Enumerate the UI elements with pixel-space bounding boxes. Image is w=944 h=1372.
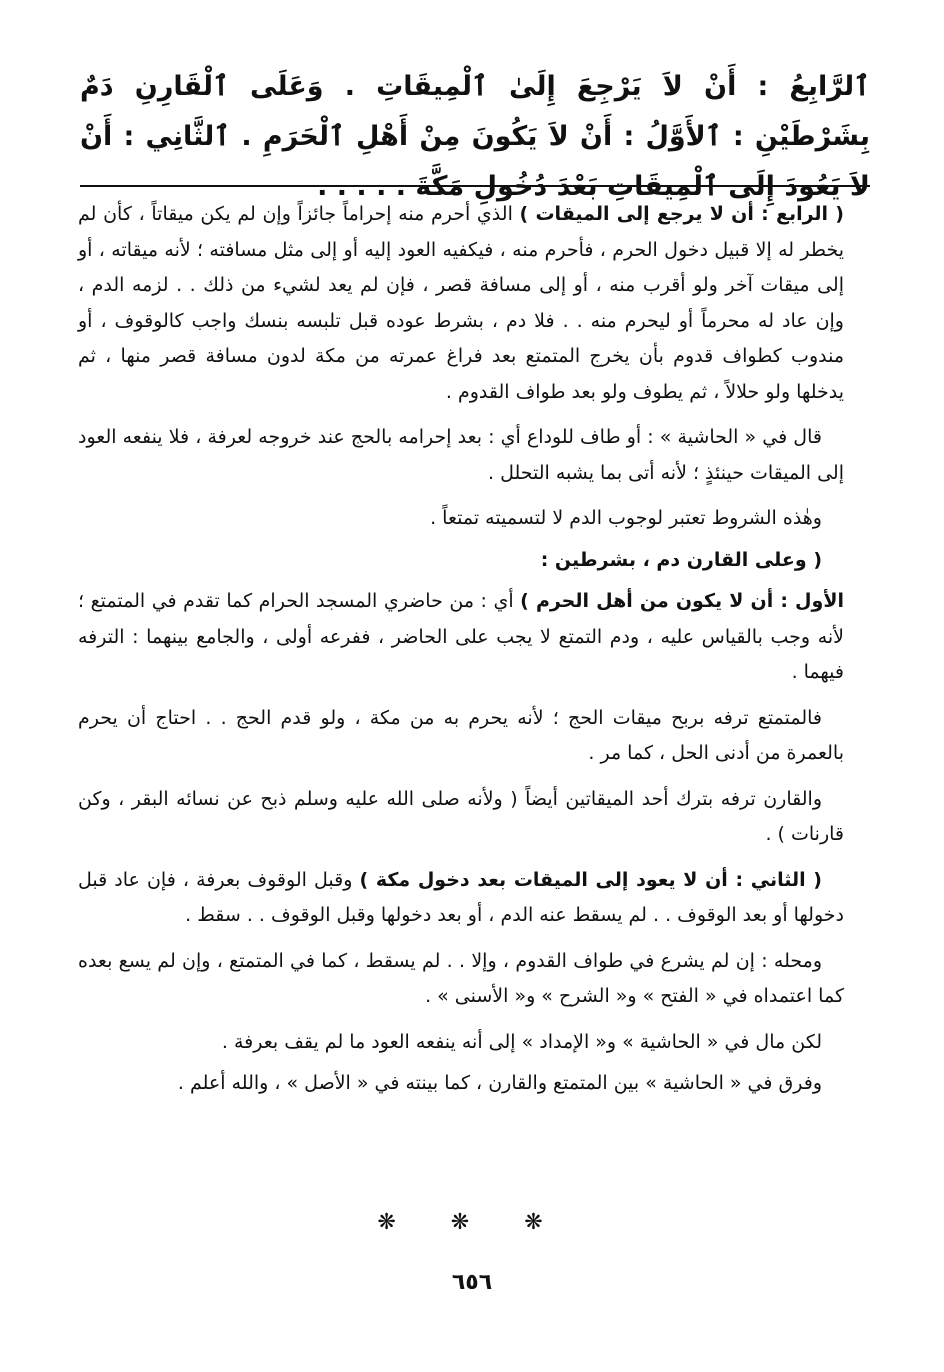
- commentary-paragraph: [78, 863, 844, 934]
- commentary-text: الذي أحرم منه إحراماً جائزاً وإن لم يكن ميقاتاً ، كأن لم يخطر له إلا قبيل دخول الحرم ، فأحرم منه ، فيكفيه العود إليه أو إلى مثل مسافته ؛ لأنه ميقاته ، أو إلى ميقات آخر ولو أقرب منه ، أو إلى مسافة قصر ، فإن لم يعد لشيء من ذلك . . لزمه الدم ، وإن عاد له محرماً أو ليحرم منه . . فلا دم ، بشرط عوده قبل تلبسه بنسك واجب كالوقوف ، أو مندوب كطواف قدوم بأن يخرج المتمتع بعد فراغ عمرته من مكة لدون مسافة قصر منها ، ثم يدخلها ولو حلالاً ، ثم يطوف ولو بعد طواف القدوم .: [78, 203, 844, 403]
- commentary-quote: ( الثاني : أن لا يعود إلى الميقات بعد دخول مكة ): [359, 868, 822, 891]
- commentary-quote: الأول : أن لا يكون من أهل الحرم ): [520, 590, 844, 612]
- commentary-paragraph: وفرق في « الحاشية » بين المتمتع والقارن ، كما بينته في « الأصل » ، والله أعلم .: [177, 1072, 822, 1094]
- commentary-paragraph: وهٰذه الشروط تعتبر لوجوب الدم لا لتسميته تمتعاً .: [430, 507, 822, 529]
- commentary-text: وقبل الوقوف بعرفة ، فإن عاد قبل دخولها أو بعد الوقوف . . لم يسقط عنه الدم ، أو بعد دخولها وقبل الوقوف . . سقط .: [78, 868, 844, 926]
- matn-text-second: : أَنْ لاَ يَعُودَ إِلَى ٱلْمِيقَاتِ بَعْدَ دُخُولِ مَكَّةَ . . . . .: [80, 121, 870, 202]
- commentary-paragraph: والقارن ترفه بترك أحد الميقاتين أيضاً ( ولأنه صلى الله عليه وسلم ذبح عن نسائه البقر ، وكن قارنات ) .: [78, 787, 844, 845]
- commentary: [78, 197, 844, 1112]
- commentary-quote: ( وعلى القارن دم ، بشرطين :: [540, 548, 822, 571]
- commentary-paragraph: [78, 197, 844, 410]
- section-separator: ❋ ❋ ❋: [377, 1210, 567, 1235]
- divider-rule: [80, 185, 870, 187]
- matn-heading-second: ٱلثَّانِي: [145, 121, 231, 152]
- matn-heading-first: ٱلأَوَّلُ: [645, 121, 722, 152]
- main-text: [80, 62, 870, 212]
- commentary-quote: ( الرابع : أن لا يرجع إلى الميقات ): [519, 203, 844, 225]
- matn-text-first: : أَنْ لاَ يَكُونَ مِنْ أَهْلِ ٱلْحَرَمِ .: [230, 121, 646, 152]
- matn-text-fourth: : أَنْ لاَ يَرْجِعَ إِلَىٰ ٱلْمِيقَاتِ . وَعَلَى ٱلْقَارِنِ دَمٌ بِشَرْطَيْنِ :: [80, 71, 871, 152]
- commentary-paragraph: قال في « الحاشية » : أو طاف للوداع أي : بعد إحرامه بالحج عند خروجه لعرفة ، فلا ينفعه العود إلى الميقات حينئذٍ ؛ لأنه أتى بما يشبه التحلل .: [78, 426, 844, 484]
- commentary-paragraph: لكن مال في « الحاشية » و« الإمداد » إلى أنه ينفعه العود ما لم يقف بعرفة .: [221, 1030, 822, 1053]
- commentary-paragraph: فالمتمتع ترفه بربح ميقات الحج ؛ لأنه يحرم به من مكة ، ولو قدم الحج . . احتاج أن يحرم بالعمرة من أدنى الحل ، كما مر .: [78, 706, 844, 764]
- commentary-text: أي : من حاضري المسجد الحرام كما تقدم في المتمتع ؛ لأنه وجب بالقياس عليه ، ودم التمتع لا يجب على الحاضر ، ففرعه أولى ، والجامع بينهما : الترفه فيهما .: [78, 590, 844, 683]
- commentary-paragraph: [78, 543, 844, 579]
- commentary-paragraph: [78, 584, 844, 691]
- matn-heading-fourth: ٱلرَّابِعُ: [789, 71, 870, 102]
- page-number: ٦٥٦: [451, 1270, 493, 1295]
- commentary-paragraph: ومحله : إن لم يشرع في طواف القدوم ، وإلا . . لم يسقط ، كما في المتمتع ، وإن لم يسع بعده كما اعتمداه في « الفتح » و« الشرح » و« الأسنى » .: [78, 949, 844, 1007]
